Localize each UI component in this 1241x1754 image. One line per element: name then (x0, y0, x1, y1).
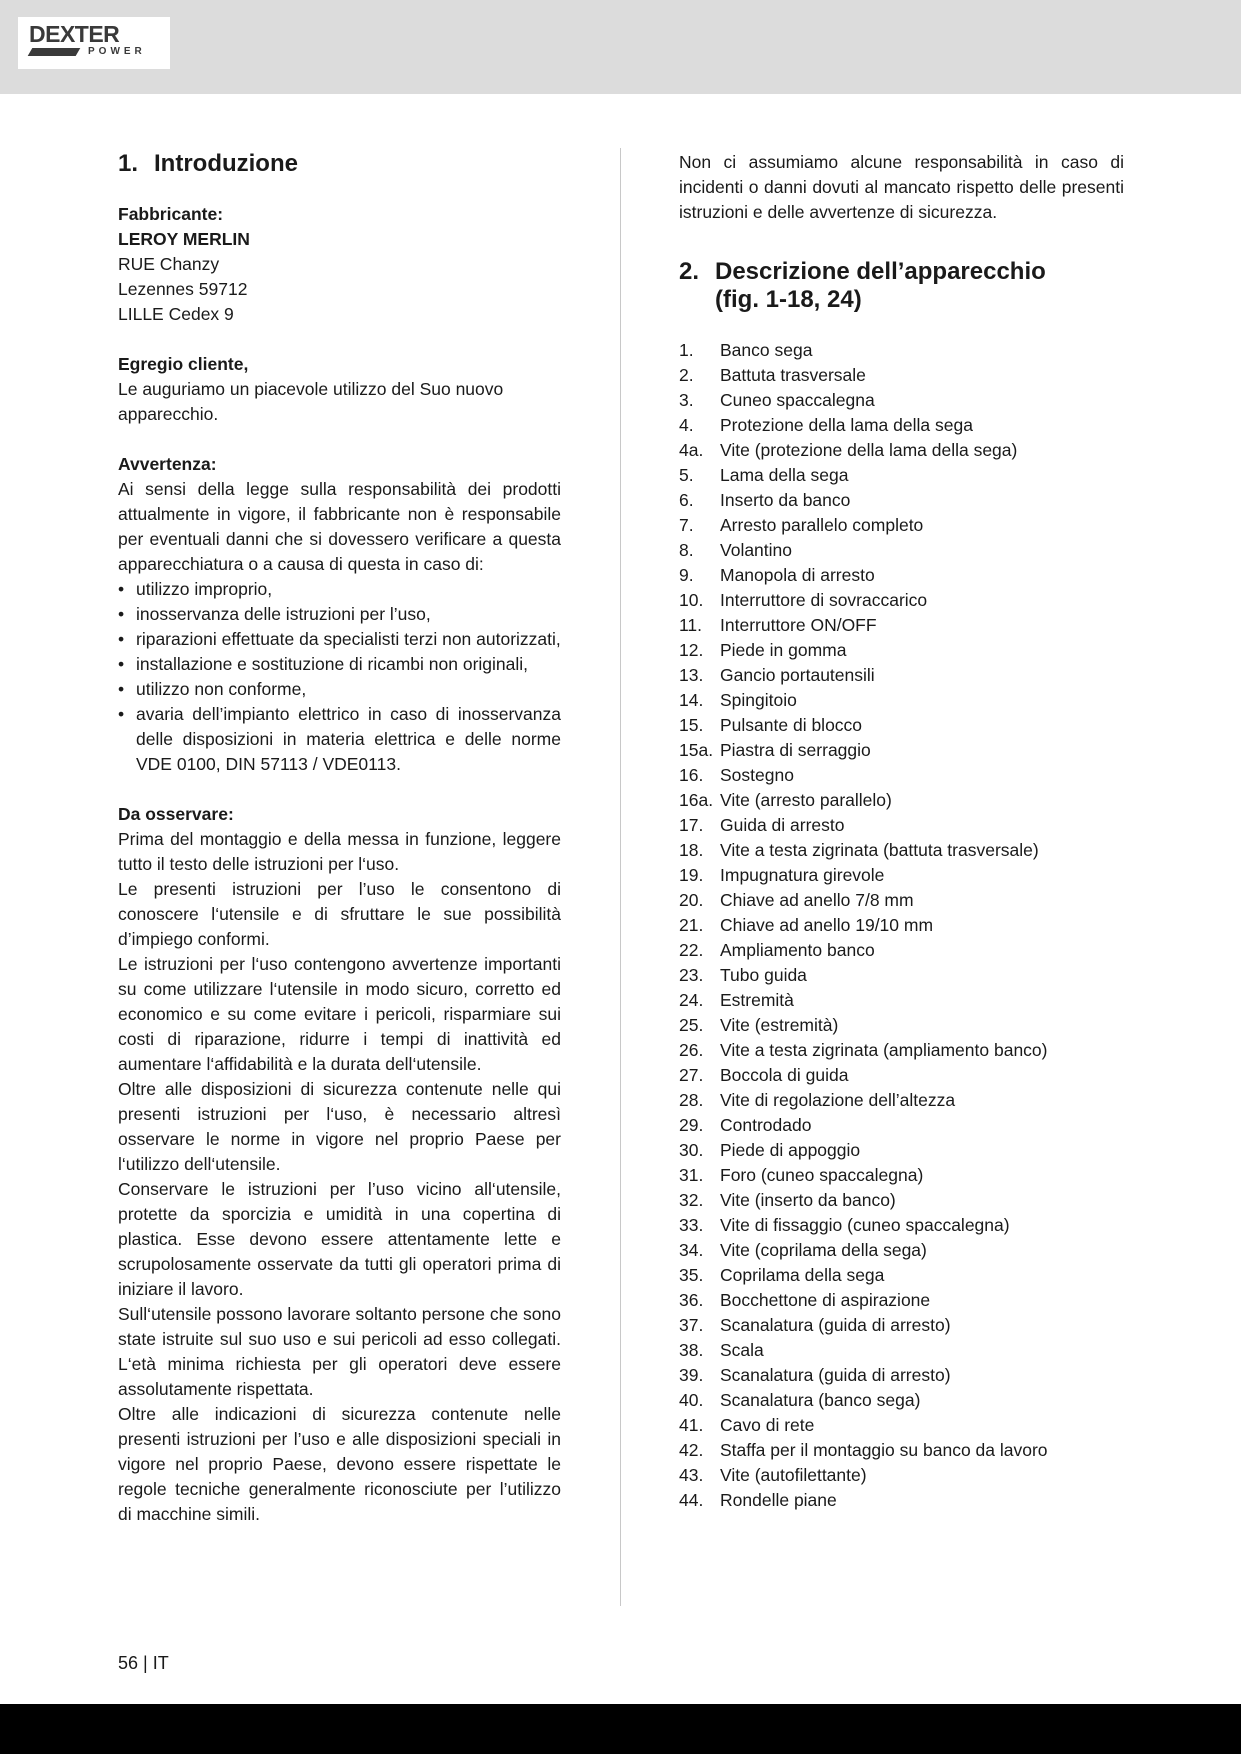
observe-paragraph: Le istruzioni per l‘uso contengono avvertenze importanti su come utilizzare l‘utensile in modo sicuro, corretto ed economico e su come evitare i pericoli, risparmiare sui costi di riparazione, ridurre i tempi di inattività ed aumentare l‘affidabilità e la durata dell‘utensile. (118, 954, 561, 1074)
part-number: 16. (679, 765, 704, 785)
parts-list-item (679, 488, 1124, 513)
part-number: 23. (679, 965, 704, 985)
part-label: Scanalatura (banco sega) (720, 1390, 921, 1410)
part-label: Foro (cuneo spaccalegna) (720, 1165, 924, 1185)
section-1-heading (118, 150, 561, 178)
part-label: Scanalatura (guida di arresto) (720, 1315, 951, 1335)
part-label: Vite a testa zigrinata (battuta trasversale) (720, 840, 1039, 860)
parts-list-item (679, 763, 1124, 788)
logo-stripe (28, 48, 81, 56)
observe-paragraph: Le presenti istruzioni per l’uso le consentono di conoscere l‘utensile e di sfruttare le sue possibilità d’impiego conformi. (118, 879, 561, 949)
observe-paragraph: Oltre alle disposizioni di sicurezza contenute nelle qui presenti istruzioni per l‘uso, è necessario altresì osservare le norme in vigore nel proprio Paese per l‘utilizzo dell‘utensile. (118, 1079, 561, 1174)
part-number: 30. (679, 1140, 704, 1160)
part-label: Interruttore ON/OFF (720, 615, 877, 635)
part-label: Piastra di serraggio (720, 740, 871, 760)
part-label: Vite (arresto parallelo) (720, 790, 892, 810)
parts-list-item (679, 1013, 1124, 1038)
part-label: Vite (autofilettante) (720, 1465, 867, 1485)
parts-list-item (679, 1038, 1124, 1063)
parts-list-item (679, 1238, 1124, 1263)
part-label: Guida di arresto (720, 815, 845, 835)
part-label: Chiave ad anello 7/8 mm (720, 890, 914, 910)
part-label: Ampliamento banco (720, 940, 875, 960)
address-line: RUE Chanzy (118, 254, 220, 274)
disclaimer-text: Non ci assumiamo alcune responsabilità in caso di incidenti o danni dovuti al mancato rispetto delle presenti istruzioni e delle avvertenze di sicurezza. (679, 152, 1124, 222)
parts-list-item (679, 1463, 1124, 1488)
part-number: 36. (679, 1290, 704, 1310)
part-label: Scala (720, 1340, 764, 1360)
part-label: Estremità (720, 990, 794, 1010)
parts-list-item (679, 938, 1124, 963)
observe-label: Da osservare: (118, 804, 234, 824)
part-number: 25. (679, 1015, 704, 1035)
parts-list-item (679, 863, 1124, 888)
part-label: Piede in gomma (720, 640, 847, 660)
parts-list-item (679, 1338, 1124, 1363)
parts-list-item (679, 363, 1124, 388)
part-label: Vite di regolazione dell’altezza (720, 1090, 956, 1110)
part-number: 41. (679, 1415, 704, 1435)
part-number: 4. (679, 415, 694, 435)
part-number: 35. (679, 1265, 704, 1285)
parts-list-item (679, 588, 1124, 613)
parts-list-item (679, 813, 1124, 838)
part-number: 18. (679, 840, 704, 860)
part-label: Vite (estremità) (720, 1015, 839, 1035)
parts-list-item (679, 638, 1124, 663)
column-divider (620, 148, 621, 1606)
part-number: 10. (679, 590, 704, 610)
parts-list-item (679, 1138, 1124, 1163)
part-label: Cavo di rete (720, 1415, 815, 1435)
address-line: LILLE Cedex 9 (118, 304, 234, 324)
part-label: Banco sega (720, 340, 813, 360)
parts-list-item (679, 713, 1124, 738)
part-number: 6. (679, 490, 694, 510)
warning-label: Avvertenza: (118, 454, 217, 474)
part-number: 34. (679, 1240, 704, 1260)
part-label: Protezione della lama della sega (720, 415, 973, 435)
part-number: 33. (679, 1215, 704, 1235)
parts-list-item (679, 1363, 1124, 1388)
greeting-label: Egregio cliente, (118, 354, 249, 374)
dexter-logo (18, 17, 170, 69)
header-band (0, 0, 1241, 94)
part-number: 43. (679, 1465, 704, 1485)
parts-list-item (679, 988, 1124, 1013)
parts-list-item (679, 1263, 1124, 1288)
part-number: 29. (679, 1115, 704, 1135)
section-2-subtitle: (fig. 1-18, 24) (715, 286, 862, 313)
parts-list-item (679, 1413, 1124, 1438)
part-label: Sostegno (720, 765, 794, 785)
section-2-heading (679, 258, 1124, 314)
part-number: 7. (679, 515, 694, 535)
observe-paragraph: Prima del montaggio e della messa in funzione, leggere tutto il testo delle istruzioni per l‘uso. (118, 829, 561, 874)
part-label: Vite (coprilama della sega) (720, 1240, 927, 1260)
part-label: Scanalatura (guida di arresto) (720, 1365, 951, 1385)
part-label: Volantino (720, 540, 793, 560)
part-number: 3. (679, 390, 694, 410)
part-label: Bocchettone di aspirazione (720, 1290, 931, 1310)
parts-list-item (679, 463, 1124, 488)
part-number: 15a. (679, 740, 714, 760)
bullet-item: • riparazioni effettuate da specialisti terzi non autorizzati, (118, 627, 561, 652)
parts-list-item (679, 1113, 1124, 1138)
parts-list-item (679, 1488, 1124, 1513)
parts-list-item (679, 1213, 1124, 1238)
parts-list-item (679, 438, 1124, 463)
part-number: 37. (679, 1315, 704, 1335)
parts-list-item (679, 688, 1124, 713)
part-number: 11. (679, 615, 703, 635)
part-label: Staffa per il montaggio su banco da lavoro (720, 1440, 1048, 1460)
parts-list-item (679, 388, 1124, 413)
greeting-text: Le auguriamo un piacevole utilizzo del Suo nuovo apparecchio. (118, 379, 504, 424)
part-number: 9. (679, 565, 694, 585)
bullet-item: • utilizzo improprio, (118, 577, 561, 602)
part-number: 31. (679, 1165, 704, 1185)
parts-list-item (679, 1313, 1124, 1338)
part-label: Vite (inserto da banco) (720, 1190, 896, 1210)
right-column (679, 150, 1124, 1513)
logo-word: DEXTER (29, 21, 120, 47)
observe-paragraph: Conservare le istruzioni per l’uso vicino all‘utensile, protette da sporcizia e umidità in una copertina di plastica. Esse devono essere attentamente lette e scrupolosamente osservate da tutti gli operatori prima di iniziare il lavoro. (118, 1179, 561, 1299)
parts-list-item (679, 513, 1124, 538)
manufacturer-name: LEROY MERLIN (118, 229, 250, 249)
parts-list-item (679, 738, 1124, 763)
part-label: Cuneo spaccalegna (720, 390, 875, 410)
observe-paragraph: Oltre alle indicazioni di sicurezza contenute nelle presenti istruzioni per l’uso e alle disposizioni speciali in vigore nel proprio Paese, devono essere rispettate le regole tecniche generalmente riconosciute per l’utilizzo di macchine simili. (118, 1404, 561, 1524)
part-label: Controdado (720, 1115, 812, 1135)
part-number: 19. (679, 865, 704, 885)
part-label: Coprilama della sega (720, 1265, 885, 1285)
part-label: Chiave ad anello 19/10 mm (720, 915, 934, 935)
part-label: Rondelle piane (720, 1490, 837, 1510)
section-1-number: 1. (118, 150, 139, 177)
part-number: 26. (679, 1040, 704, 1060)
part-number: 40. (679, 1390, 704, 1410)
parts-list-item (679, 963, 1124, 988)
warning-text: Ai sensi della legge sulla responsabilità dei prodotti attualmente in vigore, il fabbricante non è responsabile per eventuali danni che si dovessero verificare a questa apparecchiatura o a causa di questa in caso di: (118, 479, 561, 574)
part-number: 16a. (679, 790, 714, 810)
part-number: 8. (679, 540, 694, 560)
parts-list-item (679, 788, 1124, 813)
parts-list-item (679, 1088, 1124, 1113)
part-label: Inserto da banco (720, 490, 851, 510)
parts-list-item (679, 613, 1124, 638)
parts-list-item (679, 538, 1124, 563)
part-number: 1. (679, 340, 694, 360)
address-line: Lezennes 59712 (118, 279, 248, 299)
parts-list-item (679, 1163, 1124, 1188)
left-column (118, 150, 561, 1527)
part-label: Piede di appoggio (720, 1140, 861, 1160)
logo-sub: POWER (88, 46, 146, 57)
part-number: 12. (679, 640, 704, 660)
parts-list-item (679, 1388, 1124, 1413)
manufacturer-label: Fabbricante: (118, 204, 224, 224)
part-number: 17. (679, 815, 704, 835)
parts-list-item (679, 838, 1124, 863)
part-number: 44. (679, 1490, 704, 1510)
part-number: 2. (679, 365, 694, 385)
bullet-item: • utilizzo non conforme, (118, 677, 561, 702)
part-number: 13. (679, 665, 704, 685)
section-2-title: Descrizione dell’apparecchio (715, 258, 1046, 285)
part-label: Manopola di arresto (720, 565, 875, 585)
part-label: Lama della sega (720, 465, 849, 485)
part-label: Gancio portautensili (720, 665, 875, 685)
section-2-number: 2. (679, 258, 700, 285)
part-label: Boccola di guida (720, 1065, 849, 1085)
part-number: 22. (679, 940, 704, 960)
warning-bullet-list (118, 577, 561, 777)
part-number: 39. (679, 1365, 704, 1385)
part-label: Arresto parallelo completo (720, 515, 924, 535)
observe-paragraph: Sull‘utensile possono lavorare soltanto persone che sono state istruite sul suo uso e sui pericoli ad esso collegati. L‘età minima richiesta per gli operatori deve essere assolutamente rispettata. (118, 1304, 561, 1399)
part-number: 15. (679, 715, 704, 735)
part-number: 14. (679, 690, 704, 710)
parts-list-item (679, 1188, 1124, 1213)
part-number: 5. (679, 465, 694, 485)
bullet-item: • installazione e sostituzione di ricambi non originali, (118, 652, 561, 677)
part-label: Vite a testa zigrinata (ampliamento banco) (720, 1040, 1048, 1060)
parts-list-item (679, 663, 1124, 688)
part-number: 4a. (679, 440, 704, 460)
parts-list-item (679, 1063, 1124, 1088)
part-label: Interruttore di sovraccarico (720, 590, 928, 610)
part-label: Tubo guida (720, 965, 807, 985)
bullet-item: • inosservanza delle istruzioni per l’uso, (118, 602, 561, 627)
part-label: Vite di fissaggio (cuneo spaccalegna) (720, 1215, 1010, 1235)
section-1-title: Introduzione (154, 150, 298, 177)
parts-list-item (679, 563, 1124, 588)
part-label: Battuta trasversale (720, 365, 866, 385)
part-number: 32. (679, 1190, 704, 1210)
part-number: 27. (679, 1065, 704, 1085)
part-label: Pulsante di blocco (720, 715, 863, 735)
page-number: 56 | IT (118, 1653, 169, 1673)
parts-list-item (679, 1288, 1124, 1313)
parts-list-item (679, 888, 1124, 913)
parts-list-item (679, 1438, 1124, 1463)
bullet-item: • avaria dell’impianto elettrico in caso di inosservanza delle disposizioni in materia elettrica e delle norme VDE 0100, DIN 57113 / VDE0113. (118, 702, 561, 777)
parts-list (679, 338, 1124, 1513)
parts-list-item (679, 338, 1124, 363)
part-label: Spingitoio (720, 690, 797, 710)
part-number: 20. (679, 890, 704, 910)
part-number: 38. (679, 1340, 704, 1360)
bottom-band (0, 1704, 1241, 1754)
part-number: 24. (679, 990, 704, 1010)
parts-list-item (679, 413, 1124, 438)
part-number: 21. (679, 915, 704, 935)
part-number: 28. (679, 1090, 704, 1110)
part-label: Impugnatura girevole (720, 865, 885, 885)
part-label: Vite (protezione della lama della sega) (720, 440, 1018, 460)
part-number: 42. (679, 1440, 704, 1460)
parts-list-item (679, 913, 1124, 938)
